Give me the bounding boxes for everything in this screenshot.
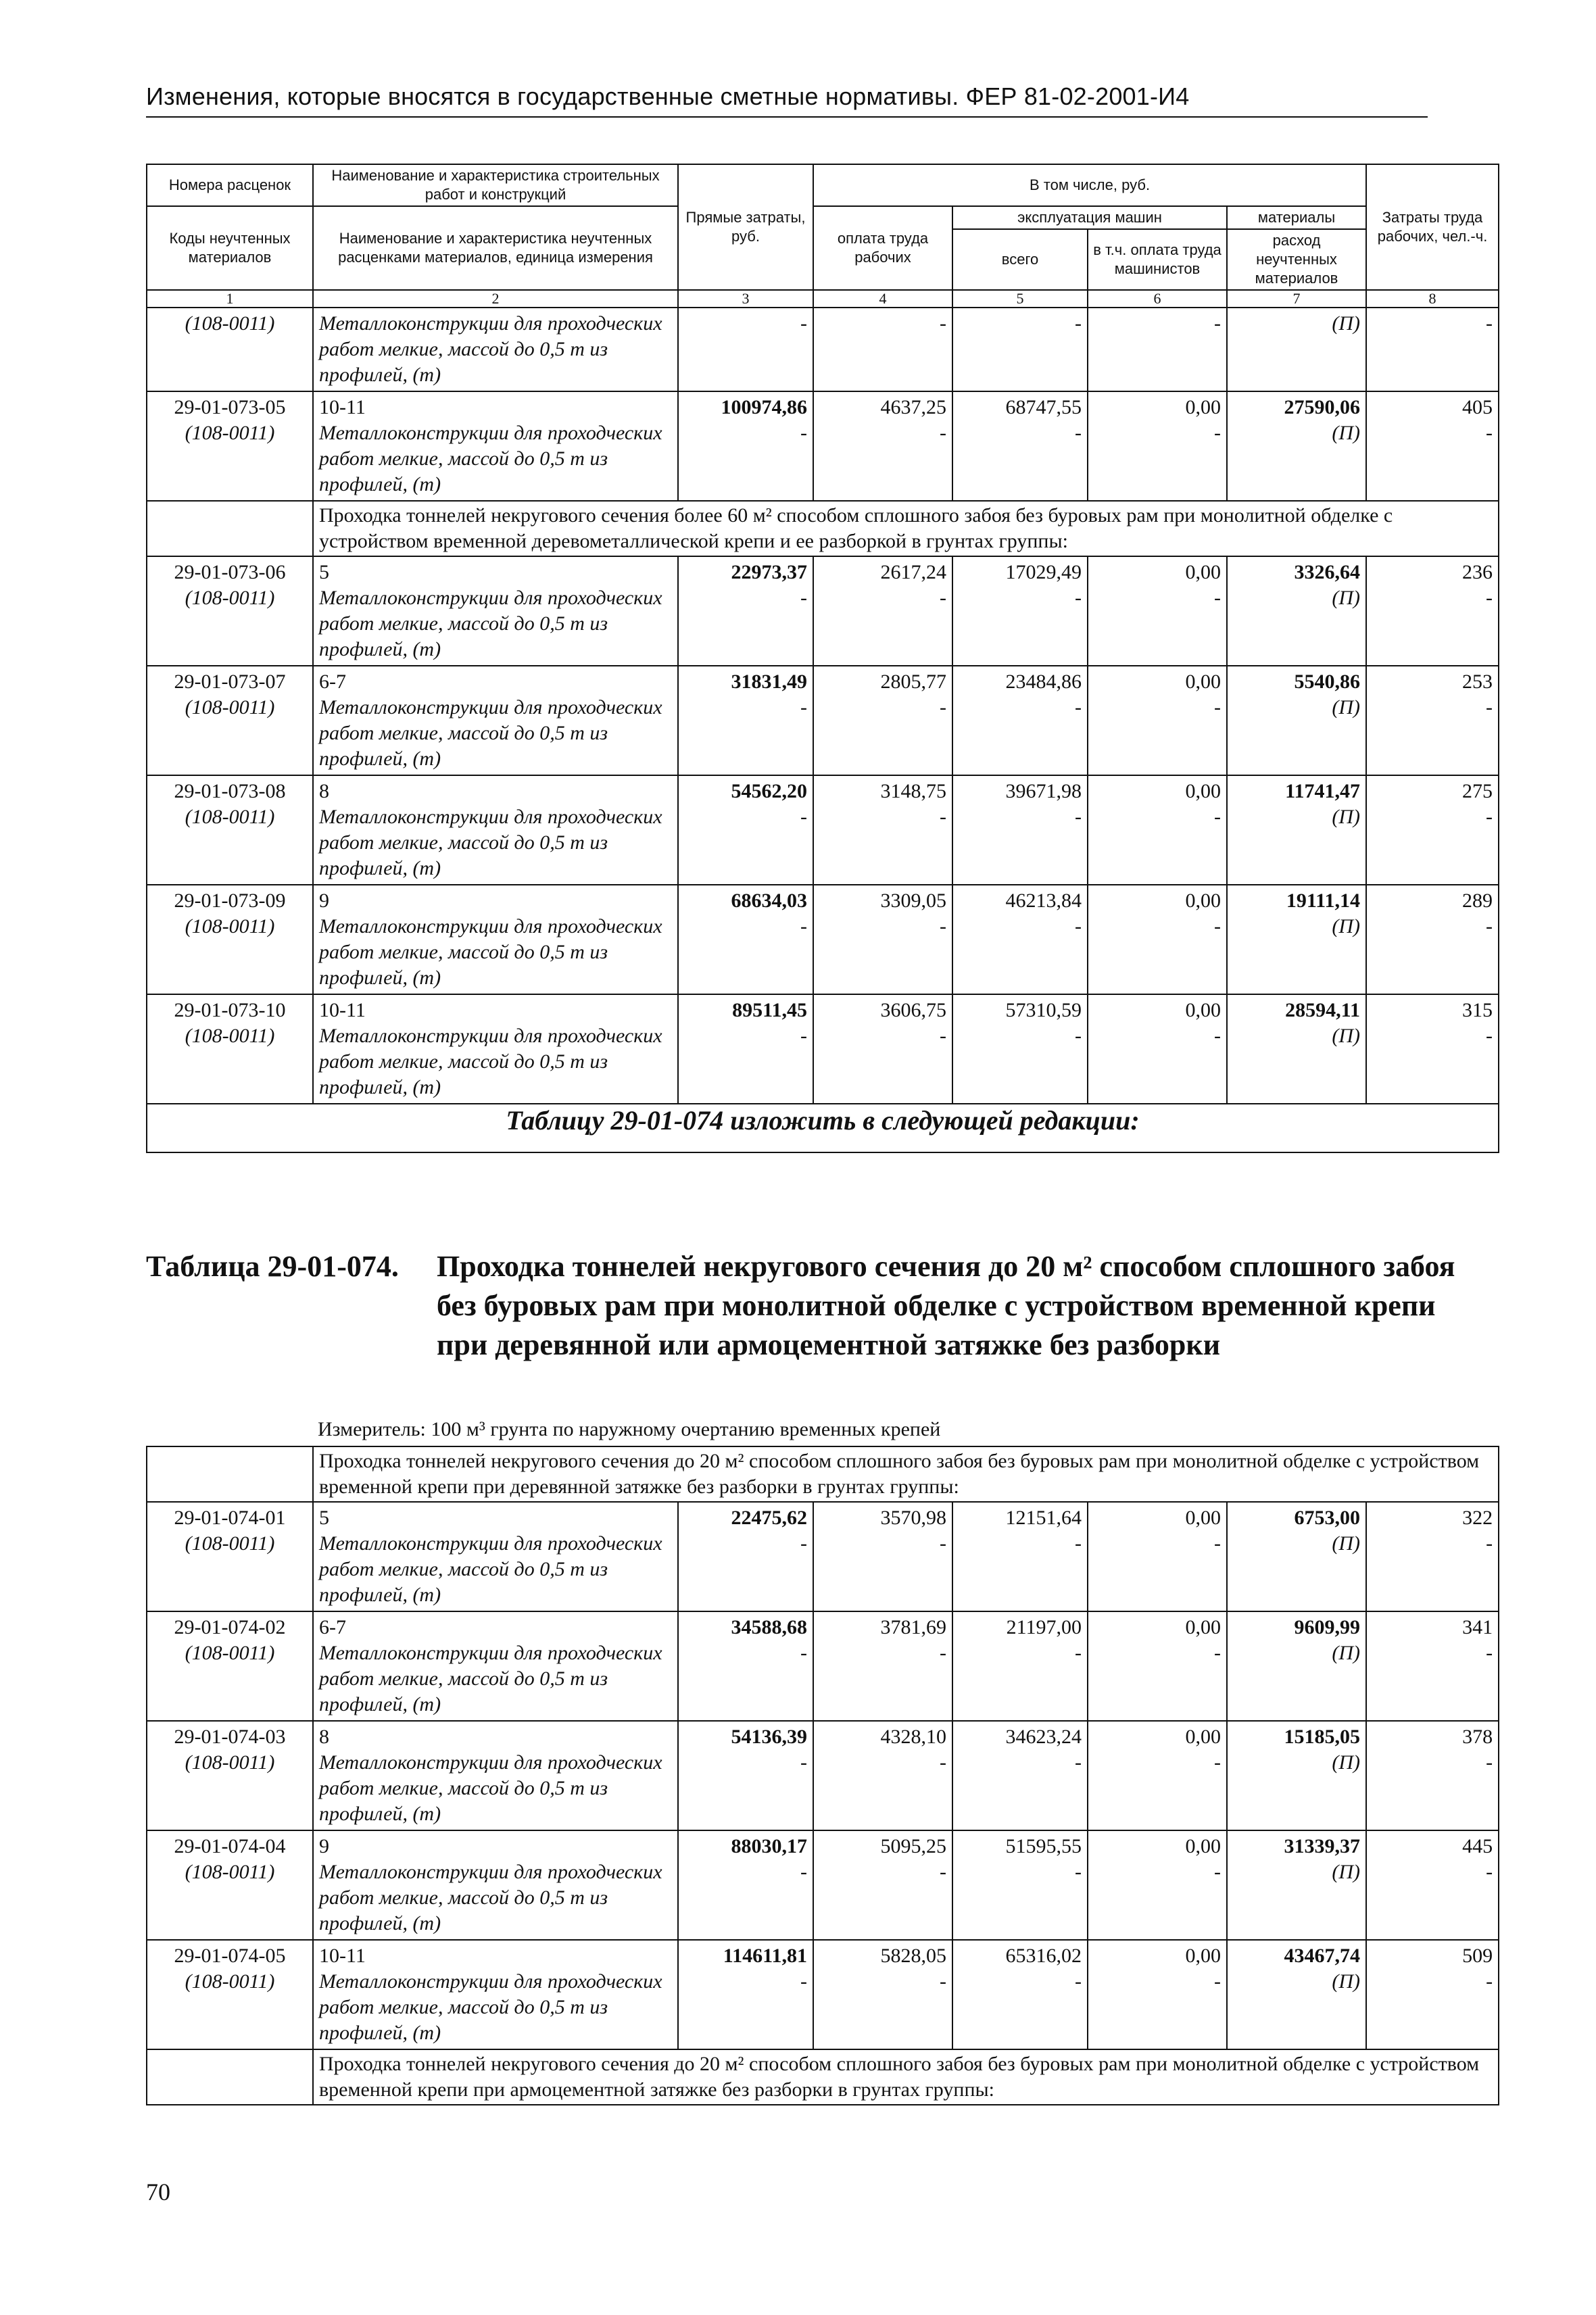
direct-cost: 31831,49 <box>731 671 807 693</box>
cell-operators: - <box>1088 308 1227 391</box>
col-number: 3 <box>678 290 813 308</box>
col-header-direct: Прямые затраты, руб. <box>678 164 813 290</box>
rate-code: 29-01-074-01 <box>174 1507 286 1529</box>
cell-machines: 23484,86 - <box>952 666 1088 775</box>
col-header-group-machines: эксплуатация машин <box>952 206 1227 229</box>
table-row <box>147 1502 1499 1611</box>
cell-direct: 54136,39 - <box>678 1721 813 1830</box>
material-code: (108-0011) <box>185 696 275 718</box>
material-name: Металлоконструкции для проходческих работ мелкие, массой до 0,5 т из профилей, (т) <box>319 806 662 879</box>
cell-machines: 34623,24 - <box>952 1721 1088 1830</box>
cell-labor: 4637,25 - <box>813 391 952 501</box>
cell-materials: (П) <box>1227 308 1366 391</box>
soil-group: 6-7 <box>319 671 346 693</box>
material-code: (108-0011) <box>185 1025 275 1047</box>
section-spacer <box>147 2049 313 2105</box>
cell-operators: 0,00 - <box>1088 885 1227 994</box>
labor-cost: 3148,75 <box>880 780 946 802</box>
header-numbers-row <box>147 290 1499 308</box>
soil-group: 5 <box>319 1507 329 1529</box>
rate-code: 29-01-073-06 <box>174 561 286 583</box>
cell-labor: 5095,25 - <box>813 1830 952 1940</box>
cell-operators: 0,00 - <box>1088 994 1227 1104</box>
materials-cost: 9609,99 <box>1294 1616 1360 1638</box>
labor-cost: 5828,05 <box>880 1945 946 1967</box>
operators-cost: 0,00 <box>1185 1726 1221 1748</box>
section-heading-074-a: Проходка тоннелей некругового сечения до 20 м² способом сплошного забоя без буровых рам при монолитной обделке с устройством временной крепи при деревянной затяжке без разборки в грунтах группы: <box>313 1446 1499 1502</box>
cell-hours: 253 - <box>1366 666 1499 775</box>
cell-labor: 5828,05 - <box>813 1940 952 2049</box>
table-row <box>147 775 1499 885</box>
section-spacer <box>147 1446 313 1502</box>
machines-cost: 23484,86 <box>1005 671 1082 693</box>
labor-hours: 253 <box>1462 671 1493 693</box>
row-name <box>313 1830 678 1940</box>
col-header-codes-top: Номера расценок <box>147 164 313 206</box>
soil-group: 9 <box>319 1835 329 1857</box>
material-code: (108-0011) <box>185 1642 275 1664</box>
col-number: 1 <box>147 290 313 308</box>
labor-cost: 3309,05 <box>880 890 946 912</box>
direct-cost: 114611,81 <box>723 1945 807 1967</box>
materials-cost: 31339,37 <box>1284 1835 1360 1857</box>
table-row <box>147 391 1499 501</box>
rate-code: 29-01-073-05 <box>174 396 286 418</box>
col-header-name-bottom: Наименование и характеристика неучтенных расценками материалов, единица измерения <box>313 206 678 290</box>
material-name: Металлоконструкции для проходческих работ мелкие, массой до 0,5 т из профилей, (т) <box>319 587 662 660</box>
cell-labor: - <box>813 308 952 391</box>
row-codes <box>147 308 313 391</box>
cell-machines: 17029,49 - <box>952 556 1088 666</box>
col-number: 7 <box>1227 290 1366 308</box>
cell-hours: 275 - <box>1366 775 1499 885</box>
cell-labor: 3781,69 - <box>813 1611 952 1721</box>
soil-group: 8 <box>319 1726 329 1748</box>
cell-hours: 341 - <box>1366 1611 1499 1721</box>
row-name <box>313 556 678 666</box>
edit-note-row <box>147 1104 1499 1152</box>
rate-code: 29-01-073-09 <box>174 890 286 912</box>
section-row <box>147 1446 1499 1502</box>
materials-cost: 5540,86 <box>1294 671 1361 693</box>
machines-cost: 51595,55 <box>1005 1835 1082 1857</box>
col-number: 6 <box>1088 290 1227 308</box>
col-header-group-total: В том числе, руб. <box>813 164 1366 206</box>
soil-group: 10-11 <box>319 396 366 418</box>
material-name: Металлоконструкции для проходческих работ мелкие, массой до 0,5 т из профилей, (т) <box>319 1970 662 2044</box>
cell-operators: 0,00 - <box>1088 775 1227 885</box>
labor-cost: 3781,69 <box>880 1616 946 1638</box>
cell-direct: 54562,20 - <box>678 775 813 885</box>
material-code: (108-0011) <box>185 422 275 444</box>
rate-code: 29-01-074-03 <box>174 1726 286 1748</box>
section-spacer <box>147 501 313 556</box>
rate-code: 29-01-073-07 <box>174 671 286 693</box>
row-codes <box>147 1721 313 1830</box>
row-codes <box>147 994 313 1104</box>
cell-machines: - <box>952 308 1088 391</box>
cell-direct: 22475,62 - <box>678 1502 813 1611</box>
table-row <box>147 1830 1499 1940</box>
labor-cost: 3606,75 <box>880 999 946 1021</box>
cell-direct: 100974,86 - <box>678 391 813 501</box>
table-row <box>147 1940 1499 2049</box>
materials-cost: 43467,74 <box>1284 1945 1360 1967</box>
cell-hours: 236 - <box>1366 556 1499 666</box>
row-name <box>313 391 678 501</box>
labor-hours: 236 <box>1462 561 1493 583</box>
labor-hours: 315 <box>1462 999 1493 1021</box>
cell-direct: 114611,81 - <box>678 1940 813 2049</box>
machines-cost: 46213,84 <box>1005 890 1082 912</box>
col-header-labor: оплата труда рабочих <box>813 206 952 290</box>
soil-group: 6-7 <box>319 1616 346 1638</box>
materials-cost: 15185,05 <box>1284 1726 1360 1748</box>
table-row <box>147 556 1499 666</box>
table-title-text: Проходка тоннелей некругового сечения до 20 м² способом сплошного забоя без буровых рам при монолитной обделке с устройством временной крепи при деревянной или армоцементной затяжке без разборки <box>437 1250 1455 1361</box>
operators-cost: 0,00 <box>1185 1835 1221 1857</box>
material-code: (108-0011) <box>185 587 275 609</box>
labor-cost: 2805,77 <box>880 671 946 693</box>
table-row <box>147 308 1499 391</box>
rate-code: 29-01-073-08 <box>174 780 286 802</box>
cell-hours: 315 - <box>1366 994 1499 1104</box>
header-row-1 <box>147 164 1499 206</box>
machines-cost: 68747,55 <box>1005 396 1082 418</box>
cell-operators: 0,00 - <box>1088 666 1227 775</box>
rate-code: 29-01-074-02 <box>174 1616 286 1638</box>
header-row-2 <box>147 206 1499 229</box>
operators-cost: 0,00 <box>1185 1945 1221 1967</box>
operators-cost: 0,00 <box>1185 671 1221 693</box>
table-title-number: Таблица 29-01-074. <box>146 1250 399 1283</box>
table-row <box>147 885 1499 994</box>
cell-direct: 88030,17 - <box>678 1830 813 1940</box>
row-codes <box>147 1830 313 1940</box>
col-number: 4 <box>813 290 952 308</box>
cell-materials: 28594,11 (П) <box>1227 994 1366 1104</box>
labor-hours: 289 <box>1462 890 1493 912</box>
cell-operators: 0,00 - <box>1088 391 1227 501</box>
header-rule <box>146 116 1428 118</box>
labor-hours: 322 <box>1462 1507 1493 1529</box>
material-code: (108-0011) <box>185 1751 275 1774</box>
machines-cost: 17029,49 <box>1005 561 1082 583</box>
direct-cost: 88030,17 <box>731 1835 807 1857</box>
materials-cost: 3326,64 <box>1294 561 1361 583</box>
cell-operators: 0,00 - <box>1088 1830 1227 1940</box>
section-row <box>147 2049 1499 2105</box>
cell-machines: 51595,55 - <box>952 1830 1088 1940</box>
row-name <box>313 308 678 391</box>
cell-operators: 0,00 - <box>1088 1611 1227 1721</box>
material-code: (108-0011) <box>185 312 275 335</box>
col-header-hours: Затраты труда рабочих, чел.-ч. <box>1366 164 1499 290</box>
machines-cost: 12151,64 <box>1005 1507 1082 1529</box>
labor-cost: 2617,24 <box>880 561 946 583</box>
direct-cost: 54136,39 <box>731 1726 807 1748</box>
rates-table-074 <box>146 1446 1499 2105</box>
cell-hours: 509 - <box>1366 1940 1499 2049</box>
material-name: Металлоконструкции для проходческих работ мелкие, массой до 0,5 т из профилей, (т) <box>319 312 662 386</box>
row-codes <box>147 1502 313 1611</box>
cell-hours: 322 - <box>1366 1502 1499 1611</box>
cell-direct: 22973,37 - <box>678 556 813 666</box>
col-number: 8 <box>1366 290 1499 308</box>
row-name <box>313 1940 678 2049</box>
labor-hours: 509 <box>1462 1945 1493 1967</box>
cell-labor: 4328,10 - <box>813 1721 952 1830</box>
cell-machines: 12151,64 - <box>952 1502 1088 1611</box>
machines-cost: 57310,59 <box>1005 999 1082 1021</box>
row-name <box>313 1502 678 1611</box>
direct-cost: 34588,68 <box>731 1616 807 1638</box>
document-header: Изменения, которые вносятся в государственные сметные нормативы. ФЕР 81-02-2001-И4 <box>146 82 1190 110</box>
direct-cost: 22475,62 <box>731 1507 807 1529</box>
rate-code: 29-01-074-04 <box>174 1835 286 1857</box>
cell-materials: 5540,86 (П) <box>1227 666 1366 775</box>
cell-materials: 15185,05 (П) <box>1227 1721 1366 1830</box>
col-number: 5 <box>952 290 1088 308</box>
soil-group: 9 <box>319 890 329 912</box>
col-header-operators: в т.ч. оплата труда машинистов <box>1088 229 1227 290</box>
measure-unit: Измеритель: 100 м³ грунта по наружному очертанию временных крепей <box>318 1418 941 1440</box>
cell-operators: 0,00 - <box>1088 556 1227 666</box>
material-code: (108-0011) <box>185 1532 275 1555</box>
soil-group: 5 <box>319 561 329 583</box>
cell-hours: - <box>1366 308 1499 391</box>
rate-code: 29-01-074-05 <box>174 1945 286 1967</box>
cell-hours: 378 - <box>1366 1721 1499 1830</box>
row-codes <box>147 666 313 775</box>
row-name <box>313 666 678 775</box>
material-name: Металлоконструкции для проходческих работ мелкие, массой до 0,5 т из профилей, (т) <box>319 1025 662 1098</box>
cell-hours: 445 - <box>1366 1830 1499 1940</box>
cell-hours: 405 - <box>1366 391 1499 501</box>
machines-cost: 65316,02 <box>1005 1945 1082 1967</box>
machines-cost: 39671,98 <box>1005 780 1082 802</box>
materials-cost: 6753,00 <box>1294 1507 1360 1529</box>
material-code: (108-0011) <box>185 806 275 828</box>
material-name: Металлоконструкции для проходческих работ мелкие, массой до 0,5 т из профилей, (т) <box>319 696 662 770</box>
cell-labor: 2805,77 - <box>813 666 952 775</box>
direct-cost: 54562,20 <box>731 780 807 802</box>
page-number: 70 <box>146 2178 170 2206</box>
row-codes <box>147 885 313 994</box>
materials-cost: 27590,06 <box>1284 396 1361 418</box>
materials-cost: 19111,14 <box>1286 890 1361 912</box>
row-codes <box>147 556 313 666</box>
labor-hours: 405 <box>1462 396 1493 418</box>
table-row <box>147 1611 1499 1721</box>
col-header-codes-bottom: Коды неучтенных материалов <box>147 206 313 290</box>
cell-materials: 31339,37 (П) <box>1227 1830 1366 1940</box>
operators-cost: 0,00 <box>1185 780 1221 802</box>
cell-labor: 3606,75 - <box>813 994 952 1104</box>
material-name: Металлоконструкции для проходческих работ мелкие, массой до 0,5 т из профилей, (т) <box>319 1532 662 1606</box>
cell-operators: 0,00 - <box>1088 1940 1227 2049</box>
materials-cost: 28594,11 <box>1285 999 1361 1021</box>
soil-group: 10-11 <box>319 1945 366 1967</box>
section-row <box>147 501 1499 556</box>
cell-direct: 34588,68 - <box>678 1611 813 1721</box>
material-code: (108-0011) <box>185 915 275 937</box>
cell-direct: 68634,03 - <box>678 885 813 994</box>
labor-hours: 445 <box>1462 1835 1493 1857</box>
cell-machines: 46213,84 - <box>952 885 1088 994</box>
cell-materials: 9609,99 (П) <box>1227 1611 1366 1721</box>
labor-cost: 3570,98 <box>880 1507 946 1529</box>
table-row <box>147 1721 1499 1830</box>
row-name <box>313 775 678 885</box>
material-code: (108-0011) <box>185 1861 275 1883</box>
row-codes <box>147 1611 313 1721</box>
row-name <box>313 885 678 994</box>
cell-machines: 39671,98 - <box>952 775 1088 885</box>
direct-cost: 22973,37 <box>731 561 807 583</box>
col-header-name-top: Наименование и характеристика строительных работ и конструкций <box>313 164 678 206</box>
material-name: Металлоконструкции для проходческих работ мелкие, массой до 0,5 т из профилей, (т) <box>319 1751 662 1825</box>
row-name <box>313 1721 678 1830</box>
soil-group: 10-11 <box>319 999 366 1021</box>
col-header-machines-total: всего <box>952 229 1088 290</box>
operators-cost: 0,00 <box>1185 890 1221 912</box>
cell-machines: 65316,02 - <box>952 1940 1088 2049</box>
cell-labor: 2617,24 - <box>813 556 952 666</box>
operators-cost: 0,00 <box>1185 1507 1221 1529</box>
operators-cost: 0,00 <box>1185 561 1221 583</box>
material-code: (108-0011) <box>185 1970 275 1993</box>
cell-direct: 89511,45 - <box>678 994 813 1104</box>
labor-cost: 4328,10 <box>880 1726 946 1748</box>
cell-materials: 27590,06 (П) <box>1227 391 1366 501</box>
row-codes <box>147 775 313 885</box>
cell-labor: 3570,98 - <box>813 1502 952 1611</box>
labor-hours: 275 <box>1462 780 1493 802</box>
cell-direct: - <box>678 308 813 391</box>
labor-hours: 378 <box>1462 1726 1493 1748</box>
cell-machines: 68747,55 - <box>952 391 1088 501</box>
section-heading-074-b: Проходка тоннелей некругового сечения до 20 м² способом сплошного забоя без буровых рам при монолитной обделке с устройством временной крепи при армоцементной затяжке без разборки в грунтах группы: <box>313 2049 1499 2105</box>
material-name: Металлоконструкции для проходческих работ мелкие, массой до 0,5 т из профилей, (т) <box>319 422 662 495</box>
materials-cost: 11741,47 <box>1285 780 1361 802</box>
cell-materials: 3326,64 (П) <box>1227 556 1366 666</box>
material-name: Металлоконструкции для проходческих работ мелкие, массой до 0,5 т из профилей, (т) <box>319 915 662 989</box>
cell-operators: 0,00 - <box>1088 1721 1227 1830</box>
cell-materials: 11741,47 (П) <box>1227 775 1366 885</box>
cell-materials: 19111,14 (П) <box>1227 885 1366 994</box>
rate-code: 29-01-073-10 <box>174 999 286 1021</box>
row-name <box>313 994 678 1104</box>
soil-group: 8 <box>319 780 329 802</box>
cell-labor: 3309,05 - <box>813 885 952 994</box>
cell-machines: 21197,00 - <box>952 1611 1088 1721</box>
material-name: Металлоконструкции для проходческих работ мелкие, массой до 0,5 т из профилей, (т) <box>319 1642 662 1715</box>
labor-cost: 4637,25 <box>880 396 946 418</box>
row-codes <box>147 391 313 501</box>
cell-hours: 289 - <box>1366 885 1499 994</box>
machines-cost: 21197,00 <box>1006 1616 1082 1638</box>
cell-operators: 0,00 - <box>1088 1502 1227 1611</box>
machines-cost: 34623,24 <box>1005 1726 1082 1748</box>
col-header-materials: расход неучтенных материалов <box>1227 229 1366 290</box>
row-name <box>313 1611 678 1721</box>
table-row <box>147 666 1499 775</box>
operators-cost: 0,00 <box>1185 1616 1221 1638</box>
rates-table-073 <box>146 164 1499 1153</box>
edit-note: Таблицу 29-01-074 изложить в следующей редакции: <box>147 1104 1499 1152</box>
table-row <box>147 994 1499 1104</box>
material-name: Металлоконструкции для проходческих работ мелкие, массой до 0,5 т из профилей, (т) <box>319 1861 662 1934</box>
table-title <box>146 1247 1512 1365</box>
row-codes <box>147 1940 313 2049</box>
cell-materials: 43467,74 (П) <box>1227 1940 1366 2049</box>
labor-cost: 5095,25 <box>880 1835 946 1857</box>
direct-cost: 68634,03 <box>731 890 807 912</box>
section-heading-073: Проходка тоннелей некругового сечения более 60 м² способом сплошного забоя без буровых рам при монолитной обделке с устройством временной деревометаллической крепи и ее разборкой в грунтах группы: <box>313 501 1499 556</box>
direct-cost: 89511,45 <box>732 999 807 1021</box>
cell-machines: 57310,59 - <box>952 994 1088 1104</box>
cell-labor: 3148,75 - <box>813 775 952 885</box>
col-number: 2 <box>313 290 678 308</box>
labor-hours: 341 <box>1462 1616 1493 1638</box>
col-header-group-materials: материалы <box>1227 206 1366 229</box>
cell-materials: 6753,00 (П) <box>1227 1502 1366 1611</box>
direct-cost: 100974,86 <box>721 396 807 418</box>
operators-cost: 0,00 <box>1185 396 1221 418</box>
operators-cost: 0,00 <box>1185 999 1221 1021</box>
cell-direct: 31831,49 - <box>678 666 813 775</box>
